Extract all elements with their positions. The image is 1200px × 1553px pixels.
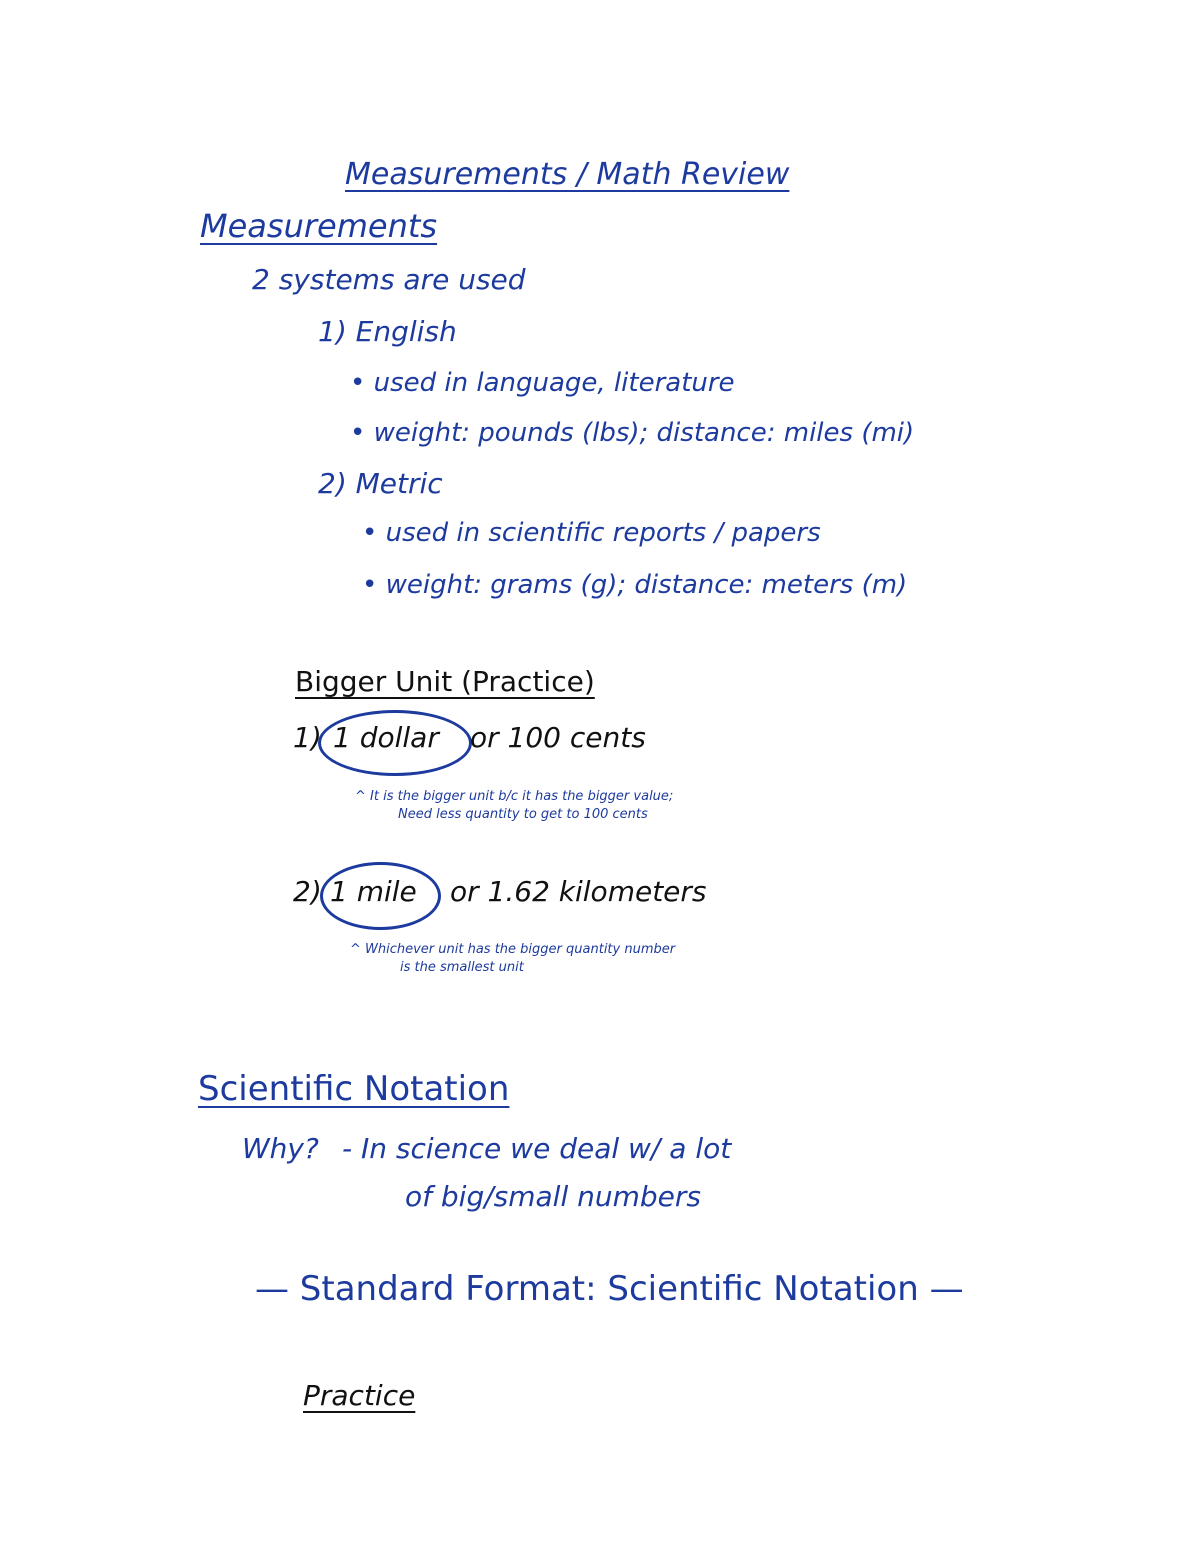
- example-2-number: 2): [293, 875, 322, 908]
- why-line-1: - In science we deal w/ a lot: [342, 1132, 732, 1165]
- measurements-heading: Measurements: [200, 207, 438, 245]
- why-line-2: of big/small numbers: [405, 1180, 701, 1213]
- english-bullet-usage: • used in language, literature: [350, 368, 735, 398]
- systems-intro: 2 systems are used: [252, 263, 526, 296]
- example-1-note-line-1: ^ It is the bigger unit b/c it has the bigger value;: [355, 789, 674, 804]
- english-label: 1) English: [318, 315, 457, 348]
- standard-format-line: — Standard Format: Scientific Notation —: [255, 1269, 964, 1309]
- example-2-note-line-1: ^ Whichever unit has the bigger quantity number: [350, 942, 676, 957]
- example-1-number: 1): [293, 721, 322, 754]
- why-label: Why?: [242, 1132, 319, 1165]
- example-2-note-line-2: is the smallest unit: [400, 960, 524, 975]
- english-bullet-units: • weight: pounds (lbs); distance: miles (mi): [350, 418, 915, 448]
- example-1-note-line-2: Need less quantity to get to 100 cents: [398, 807, 648, 822]
- example-2-circled-unit: 1 mile: [330, 875, 417, 908]
- metric-label: 2) Metric: [318, 467, 443, 500]
- scientific-notation-heading: Scientific Notation: [198, 1069, 510, 1109]
- bigger-unit-heading: Bigger Unit (Practice): [295, 665, 595, 698]
- metric-bullet-units: • weight: grams (g); distance: meters (m): [362, 570, 908, 600]
- metric-bullet-usage: • used in scientific reports / papers: [362, 518, 821, 548]
- example-1-alternative: or 100 cents: [470, 721, 646, 754]
- page-title: Measurements / Math Review: [345, 157, 790, 192]
- practice-heading: Practice: [303, 1379, 416, 1412]
- example-1-circled-unit: 1 dollar: [333, 721, 439, 754]
- example-2-alternative: or 1.62 kilometers: [450, 875, 707, 908]
